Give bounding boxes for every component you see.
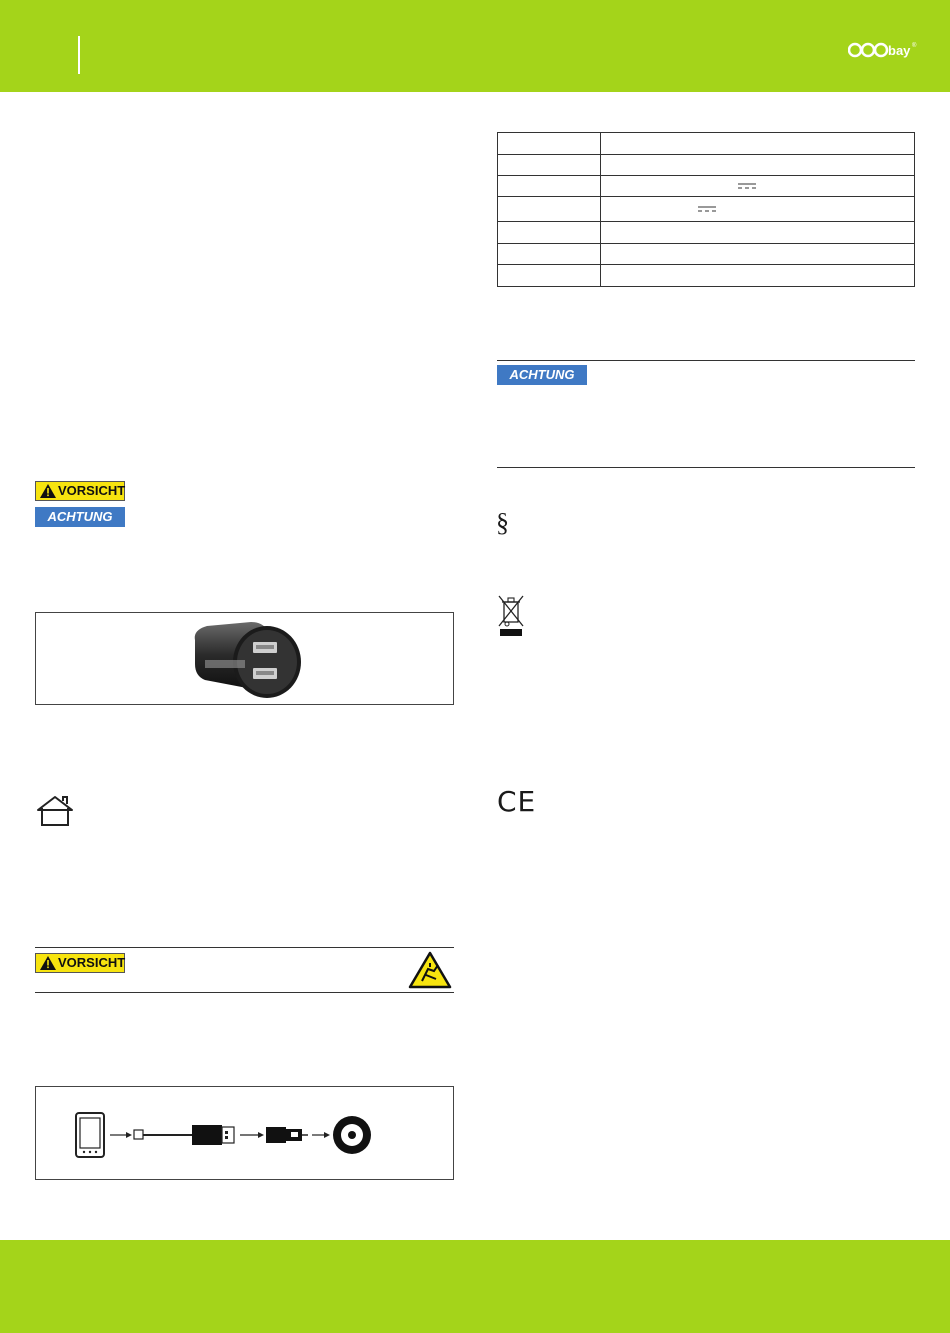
spec-table [497, 132, 915, 287]
connection-diagram [36, 1087, 453, 1179]
page-footer [0, 1240, 950, 1333]
spec-cell [601, 133, 915, 155]
spec-cell [498, 222, 601, 244]
vorsicht-label: VORSICHT [58, 955, 126, 970]
spec-cell [601, 244, 915, 265]
svg-text:bay: bay [888, 43, 911, 58]
vorsicht-label: VORSICHT [58, 483, 126, 498]
spec-cell [601, 155, 915, 176]
page-header [0, 0, 950, 92]
spec-cell [498, 176, 601, 197]
achtung-top-rule [497, 360, 915, 361]
achtung-badge-2 [497, 365, 587, 385]
spec-cell [601, 265, 915, 287]
spec-row [498, 155, 915, 176]
dc-symbol-icon [738, 183, 756, 189]
spec-cell [601, 176, 915, 197]
warning-triangle-icon [40, 956, 56, 970]
spec-cell [498, 197, 601, 222]
spec-row [498, 176, 915, 197]
svg-text:®: ® [912, 43, 917, 49]
house-icon [36, 795, 74, 827]
header-divider [78, 36, 80, 74]
vorsicht-badge-2 [35, 953, 125, 973]
dc-symbol-icon [698, 206, 716, 212]
hand-crush-warning-icon [408, 951, 452, 989]
spec-cell [601, 222, 915, 244]
spec-cell [498, 265, 601, 287]
ce-mark: CE [497, 785, 537, 818]
achtung-label: ACHTUNG [47, 509, 113, 524]
smartphone-icon [76, 1113, 104, 1157]
connection-diagram-frame [35, 1086, 454, 1180]
warning-triangle-icon [40, 484, 56, 498]
product-image-frame [35, 612, 454, 705]
spec-row [498, 197, 915, 222]
goobay-logo [848, 38, 918, 62]
spec-row [498, 265, 915, 287]
car-charger-image [189, 618, 307, 702]
spec-row [498, 244, 915, 265]
spec-cell [601, 197, 915, 222]
warning-top-rule [35, 947, 454, 948]
achtung-badge [35, 507, 125, 527]
spec-cell [498, 133, 601, 155]
spec-row [498, 133, 915, 155]
car-charger-icon [266, 1127, 308, 1143]
warning-bottom-rule [35, 992, 454, 993]
car-socket-icon [333, 1116, 371, 1154]
achtung-bottom-rule [497, 467, 915, 468]
spec-cell [498, 244, 601, 265]
usb-cable-icon [134, 1125, 234, 1145]
weee-bin-icon [496, 594, 526, 638]
spec-row [498, 222, 915, 244]
spec-cell [498, 155, 601, 176]
paragraph-symbol: § [496, 508, 509, 537]
achtung-label: ACHTUNG [509, 367, 575, 382]
vorsicht-badge [35, 481, 125, 501]
